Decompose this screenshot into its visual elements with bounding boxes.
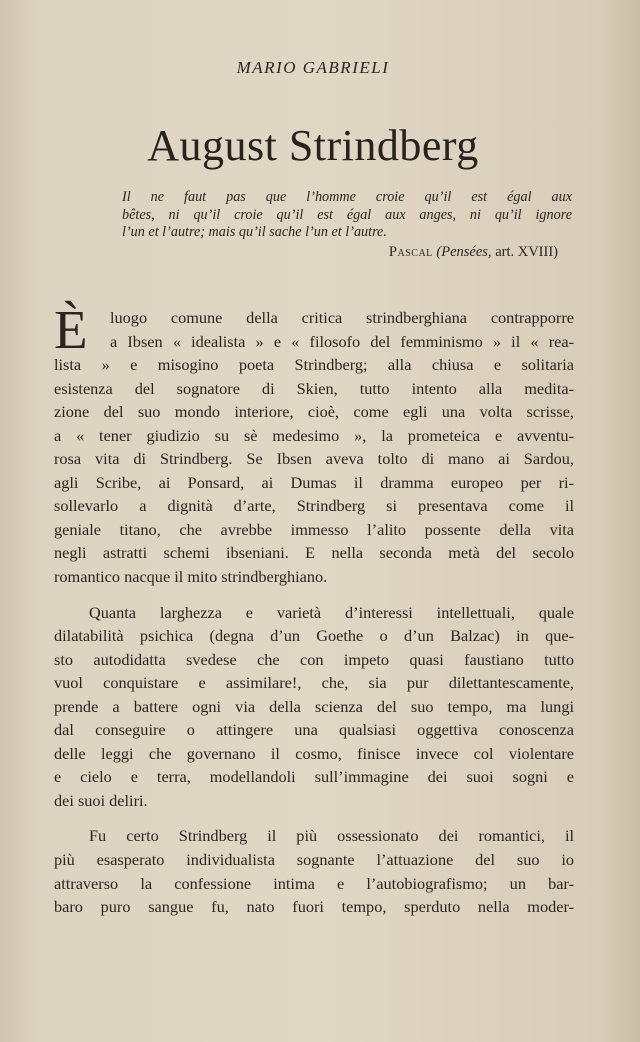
text-line: dal conseguire o attingere una qualsiasi oggettiva conoscenza [54,720,574,740]
paragraph-3 [54,824,574,918]
text-line: attraverso la confessione intima e l’autobiografismo; un bar- [54,873,574,893]
text-line: esistenza del sognatore di Skien, tutto intento alla medita- [54,378,574,398]
drop-cap: È [54,299,88,360]
text-line: più esasperato individualista sognante l’attuazione del suo io [54,850,574,870]
text-line: vuol conquistare e assimilare!, che, sia pur dilettantescamente, [54,673,574,693]
text-line: geniale titano, che avrebbe immesso l’alito possente della vita [54,519,574,539]
text-line: delle leggi che governano il cosmo, finisce invece col violentare [54,743,574,763]
text-line: sollevarlo a dignità d’arte, Strindberg si presentava come il [54,496,574,516]
text-line: prende a battere ogni via della scienza del suo tempo, ma lungi [54,696,574,716]
text-line: negli astratti schemi ibseniani. E nella seconda metà del secolo [54,543,574,563]
text-line: sto autodidatta svedese che con impeto quasi faustiano tutto [54,649,574,669]
text-line: zione del suo mondo interiore, cioè, come egli una volta scrisse, [54,402,574,422]
text-line: rosa vita di Strindberg. Se Ibsen aveva tolto di mano ai Sardou, [54,449,574,469]
text-line: Fu certo Strindberg il più ossessionato dei romantici, il [89,826,574,846]
text-line: e cielo e terra, modellandoli sull’immagine dei suoi sogni e [54,767,574,787]
epigraph [122,189,572,242]
text-line: luogo comune della critica strindberghiana contrapporre [110,308,574,327]
text-line: romantico nacque il mito strindberghiano. [54,567,328,587]
article-title: August Strindberg [147,121,479,170]
epigraph-source-author: Pascal [388,244,433,260]
text-line: lista » e misogino poeta Strindberg; alla chiusa e solitaria [54,355,574,375]
epigraph-line: bêtes, ni qu’il croie qu’il est égal aux anges, ni qu’il ignore [122,206,572,223]
paragraph-1 [54,299,574,589]
paragraph-gap [54,812,574,824]
text-line: agli Scribe, ai Ponsard, ai Dumas il dramma europeo per ri- [54,472,574,492]
epigraph-line: l’un et l’autre; mais qu’il sache l’un et l’autre. [122,224,387,240]
text-line: Quanta larghezza e varietà d’interessi intellettuali, quale [89,602,574,622]
text-line: a Ibsen « idealista » e « filosofo del femminismo » il « rea- [110,331,574,351]
page-header-author: MARIO GABRIELI [236,58,390,77]
text-line: dilatabilità psichica (degna d’un Goethe o d’un Balzac) in que- [54,626,574,646]
epigraph-line: Il ne faut pas que l’homme croie qu’il est égal aux [122,189,572,205]
text-line: dei suoi deliri. [54,790,148,810]
epigraph-source-ref: art. XVIII) [495,244,558,260]
paragraph-gap [54,589,574,601]
text-line: a « tener giudizio su sè medesimo », la prometeica e avventu- [54,425,574,445]
epigraph-source-work: (Pensées, [436,244,492,260]
article-body [54,299,574,919]
text-line: baro puro sangue fu, nato fuori tempo, sperduto nella moder- [54,897,574,917]
epigraph-source [389,244,558,261]
paragraph-2 [54,601,574,813]
